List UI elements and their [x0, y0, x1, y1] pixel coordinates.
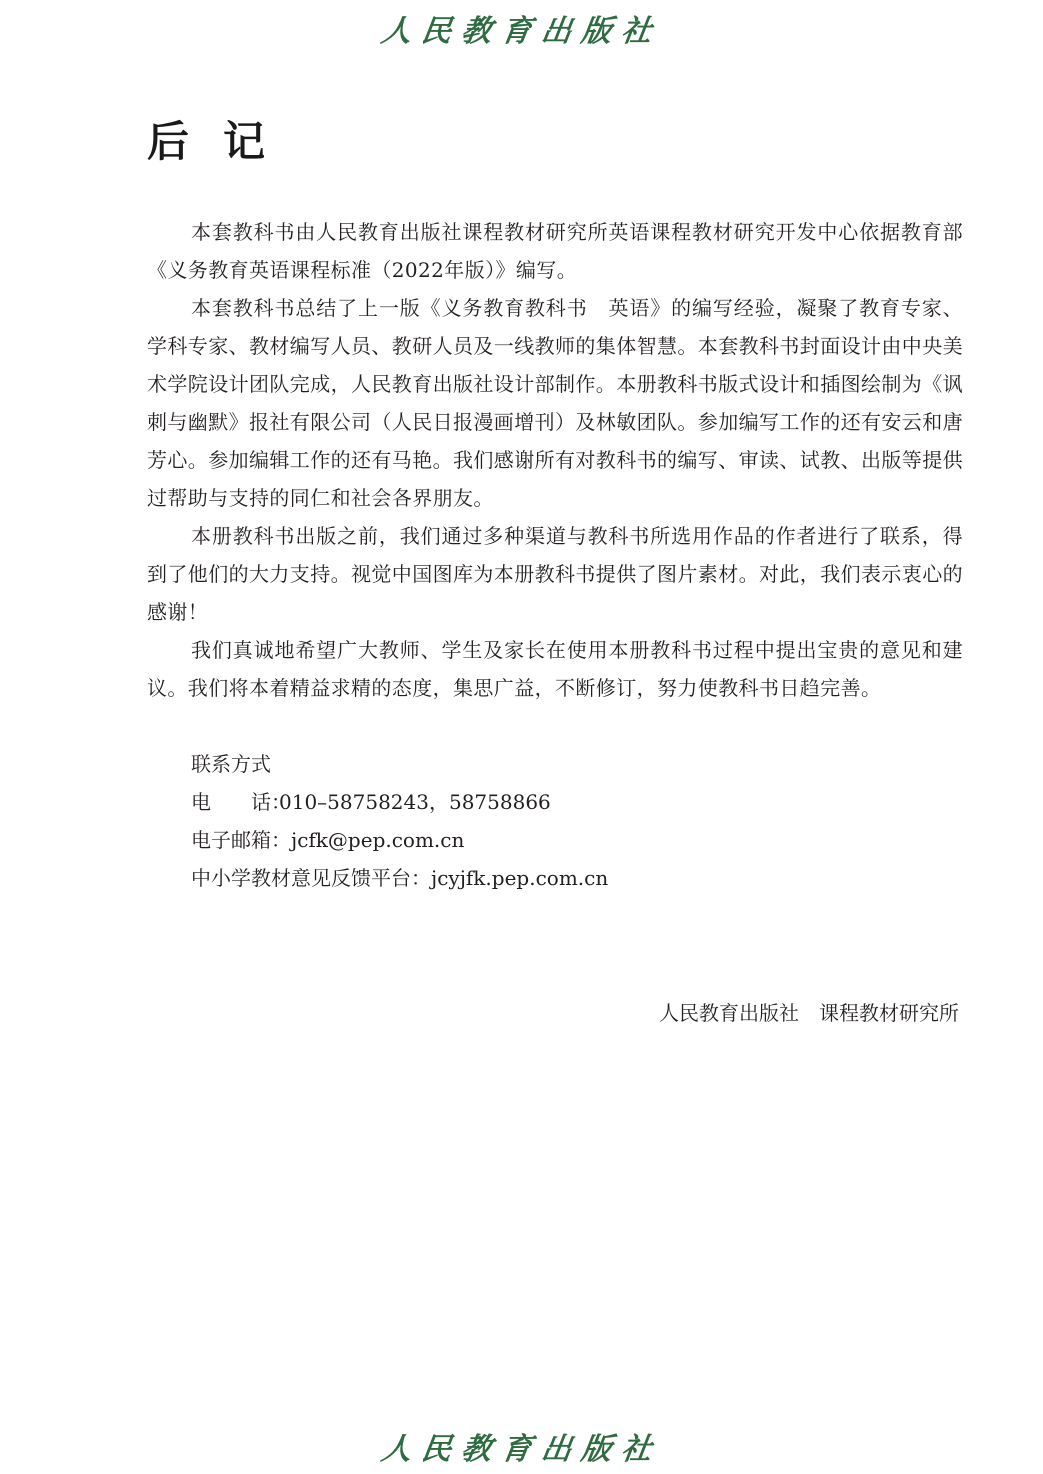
email-value: jcfk@pep.com.cn [291, 828, 465, 852]
signature: 人民教育出版社 课程教材研究所 [659, 1001, 959, 1025]
footer-publisher-logo [0, 1422, 1043, 1470]
paragraph: 本套教科书由人民教育出版社课程教材研究所英语课程教材研究开发中心依据教育部《义务教育英语课程标准（2022年版）》编写。 [147, 220, 963, 282]
contact-email [191, 821, 891, 859]
header-publisher-logo [0, 4, 1043, 52]
phone-value: 010–58758243，58758866 [279, 790, 551, 814]
contact-phone [191, 783, 891, 821]
paragraph: 本册教科书出版之前，我们通过多种渠道与教科书所选用作品的作者进行了联系，得到了他们的大力支持。视觉中国图库为本册教科书提供了图片素材。对此，我们表示衷心的感谢！ [147, 524, 963, 624]
email-label: 电子邮箱： [191, 828, 291, 852]
platform-value: jcyjfk.pep.com.cn [431, 866, 609, 890]
contact-heading: 联系方式 [191, 752, 271, 776]
paragraph: 本套教科书总结了上一版《义务教育教科书 英语》的编写经验，凝聚了教育专家、学科专家、教材编写人员、教研人员及一线教师的集体智慧。本套教科书封面设计由中央美术学院设计团队完成，人民教育出版社设计部制作。本册教科书版式设计和插图绘制为《讽刺与幽默》报社有限公司（人民日报漫画增刊）及林敏团队。参加编写工作的还有安云和唐芳心。参加编辑工作的还有马艳。我们感谢所有对教科书的编写、审读、试教、出版等提供过帮助与支持的同仁和社会各界朋友。 [147, 296, 963, 510]
paragraph: 我们真诚地希望广大教师、学生及家长在使用本册教科书过程中提出宝贵的意见和建议。我们将本着精益求精的态度，集思广益，不断修订，努力使教科书日趋完善。 [147, 638, 963, 700]
header-logo-text: 人民教育出版社 [378, 14, 664, 49]
contact-platform [191, 859, 891, 897]
contact-section [191, 745, 891, 897]
platform-label: 中小学教材意见反馈平台： [191, 866, 431, 890]
footer-logo-text: 人民教育出版社 [378, 1432, 664, 1467]
phone-label: 电 话： [191, 790, 291, 814]
page-title: 后记 [147, 117, 300, 166]
afterword-body [147, 213, 963, 707]
